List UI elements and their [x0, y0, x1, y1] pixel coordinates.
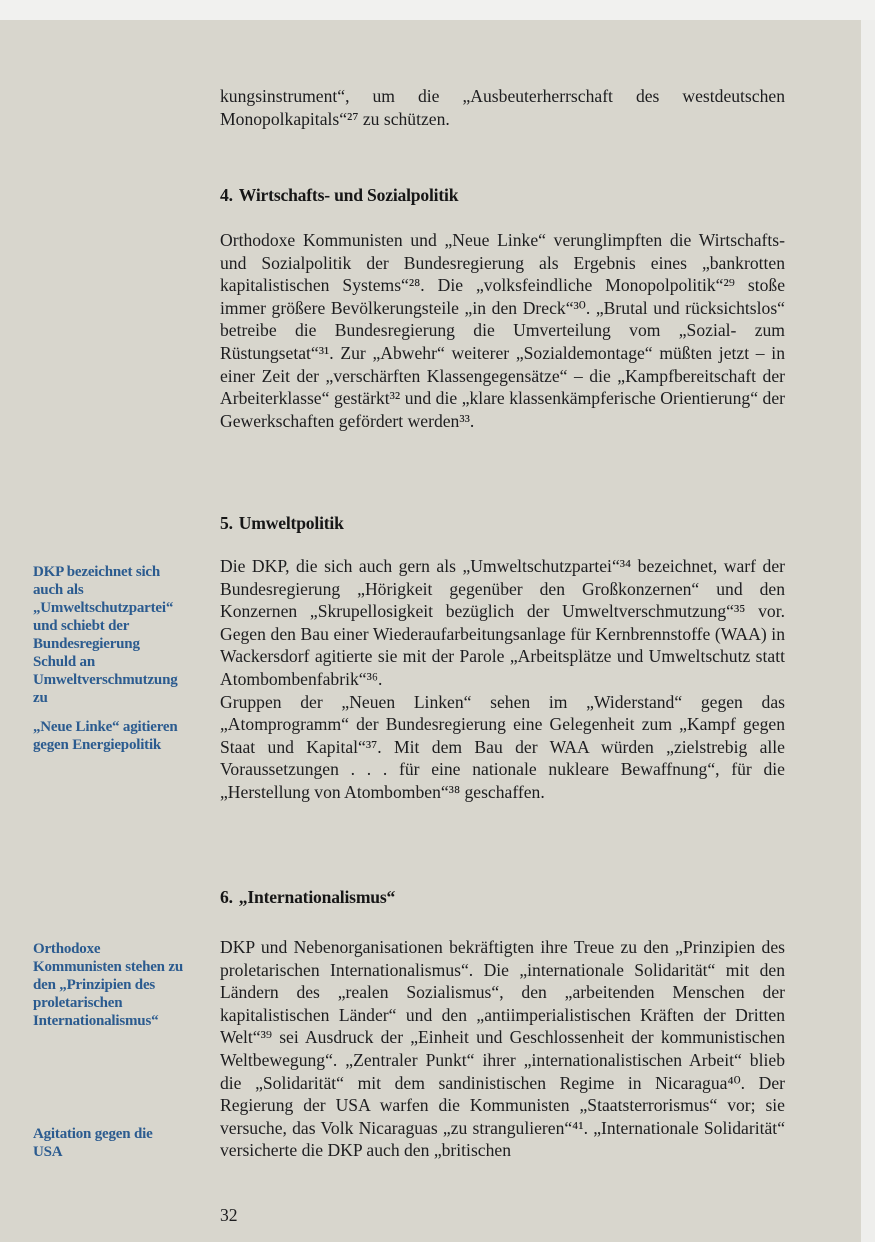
section-4-paragraph: Orthodoxe Kommunisten und „Neue Linke“ verunglimpften die Wirtschafts- und Sozialpolitik der Bundesregierung als Ergebnis eines „bankrotten kapitalistischen Systems“²⁸. Die „volksfeindliche Monopolpolitik“²⁹ stoße immer größere Bevölkerungsteile „in den Dreck“³⁰. „Brutal und rücksichtslos“ betreibe die Bundesregierung die Umverteilung vom „Sozial- zum Rüstungsetat“³¹. Zur „Abwehr“ weiterer „Sozialdemontage“ müßten jetzt – in einer Zeit der „verschärften Klassengegensätze“ – die „Kampfbereitschaft der Arbeiterklasse“ gestärkt³² und die „klare klassenkämpferische Orientierung“ der Gewerkschaften gefördert werden³³.: [220, 230, 785, 431]
section-4-number: 4.: [220, 185, 233, 205]
section-5-number: 5.: [220, 513, 233, 533]
margin-note-umweltschutzpartei: DKP bezeichnet sich auch als „Umweltschutzpartei“ und schiebt der Bundesregierung Schuld an Umweltverschmutzung zu: [33, 564, 178, 706]
section-5-title: Umweltpolitik: [238, 513, 344, 533]
section-5-paragraph-1: Die DKP, die sich auch gern als „Umweltschutzpartei“³⁴ bezeichnet, warf der Bundesregierung „Hörigkeit gegenüber den Großkonzernen“ und den Konzernen „Skrupellosigkeit bezüglich der Umweltverschmutzung“³⁵ vor. Gegen den Bau einer Wiederaufarbeitungsanlage für Kernbrennstoffe (WAA) in Wackersdorf agitierte sie mit der Parole „Arbeitsplätze und Umweltschutz statt Atombombenfabrik“³⁶.: [220, 556, 785, 689]
section-4-body: [220, 229, 785, 432]
section-5-paragraph-2: Gruppen der „Neuen Linken“ sehen im „Widerstand“ gegen das „Atomprogramm“ der Bundesregierung eine Gelegenheit zum „Kampf gegen Staat und Kapital“³⁷. Mit dem Bau der WAA würden „zielstrebig alle Voraussetzungen . . . für eine nationale nukleare Bewaffnung“, für die „Herstellung von Atombomben“³⁸ geschaffen.: [220, 691, 785, 802]
page-number: 32: [220, 1205, 238, 1225]
margin-note-internationalismus: Orthodoxe Kommunisten stehen zu den „Prinzipien des proletarischen Internationalismus“: [33, 941, 183, 1029]
section-6-heading: [220, 886, 785, 908]
intro-paragraph: [220, 85, 785, 130]
section-6-paragraph: DKP und Nebenorganisationen bekräftigten ihre Treue zu den „Prinzipien des proletarischen Internationalismus“. Die „internationale Solidarität“ mit den Ländern des „realen Sozialismus“, den „arbeitenden Menschen der kapitalistischen Länder“ und den „antiimperialistischen Kräften der Dritten Welt“³⁹ sei Ausdruck der „Einheit und Geschlossenheit der kommunistischen Weltbewegung“. „Zentraler Punkt“ ihrer „internationalistischen Arbeit“ blieb die „Solidarität“ mit dem sandinistischen Regime in Nicaragua⁴⁰. Der Regierung der USA warfen die Kommunisten „Staatsterrorismus“ vor; sie versuche, das Volk Nicaraguas „zu strangulieren“⁴¹. „Internationale Solidarität“ versicherte die DKP auch den „britischen: [220, 937, 785, 1161]
section-4-heading: [220, 184, 785, 206]
margin-note-energiepolitik: „Neue Linke“ agitieren gegen Energiepolitik: [33, 719, 178, 753]
scan-top-strip: [0, 0, 875, 20]
section-6-number: 6.: [220, 887, 233, 907]
section-4-title: Wirtschafts- und Sozialpolitik: [238, 185, 459, 205]
intro-text: kungsinstrument“, um die „Ausbeuterherrschaft des westdeutschen Monopolkapitals“²⁷ zu schützen.: [220, 86, 785, 129]
margin-note-usa: Agitation gegen die USA: [33, 1126, 153, 1160]
section-5-body: [220, 555, 785, 804]
section-5-heading: [220, 512, 785, 534]
section-6-body: [220, 936, 785, 1162]
section-6-title: „Internationalismus“: [238, 887, 396, 907]
scan-right-edge: [861, 20, 875, 1242]
